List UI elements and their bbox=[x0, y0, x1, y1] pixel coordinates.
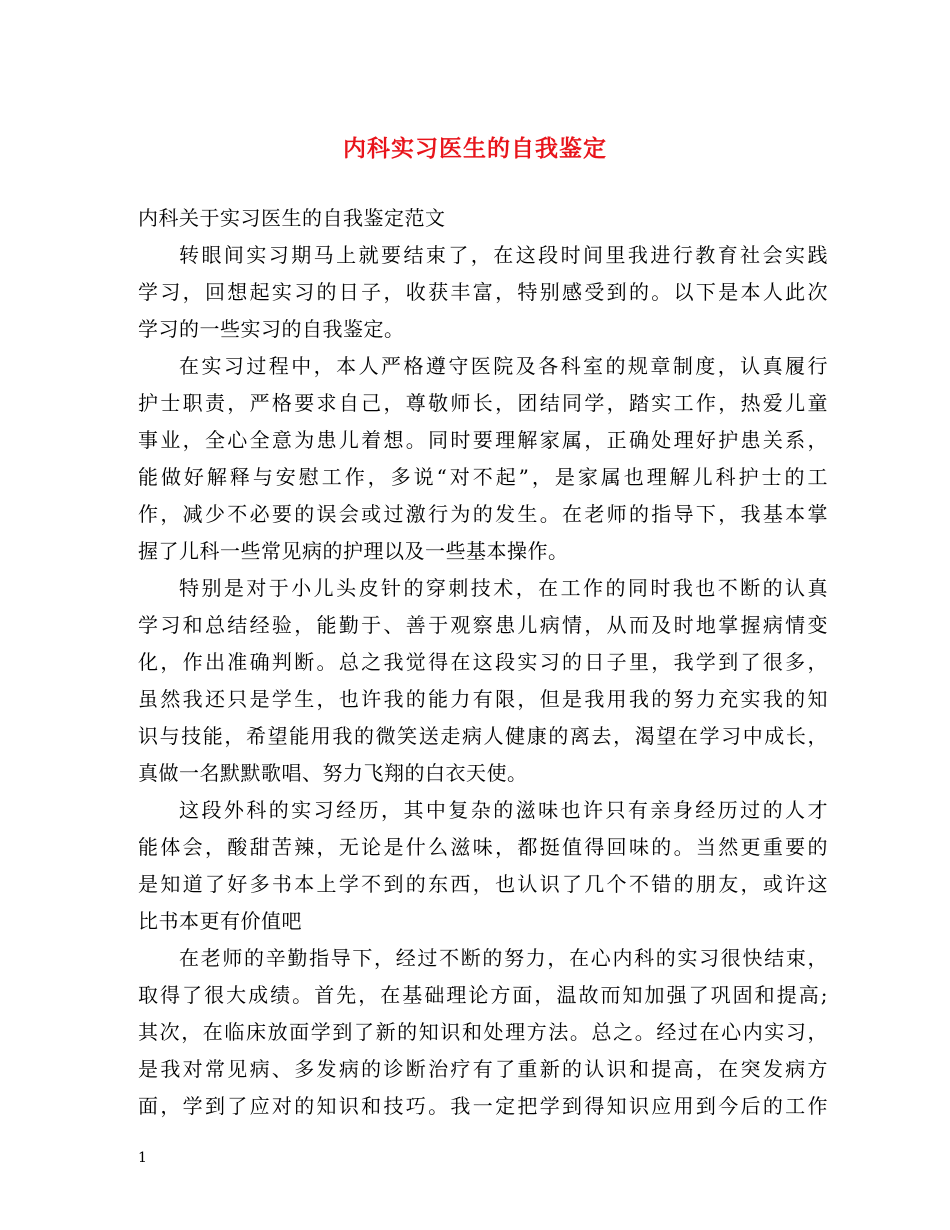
body-line: 能体会，酸甜苦辣，无论是什么滋味，都挺值得回味的。当然更重要的 bbox=[138, 835, 828, 859]
body-line: 握了儿科一些常见病的护理以及一些基本操作。 bbox=[138, 539, 569, 563]
body-line: 特别是对于小儿头皮针的穿刺技术，在工作的同时我也不断的认真 bbox=[179, 576, 828, 600]
body-line: 其次，在临床放面学到了新的知识和处理方法。总之。经过在心内实习， bbox=[138, 1020, 828, 1044]
body-line: 能做好解释与安慰工作，多说“对不起”，是家属也理解儿科护士的工 bbox=[138, 465, 828, 489]
body-line: 化，作出准确判断。总之我觉得在这段实习的日子里，我学到了很多， bbox=[138, 650, 828, 674]
document-title: 内科实习医生的自我鉴定 bbox=[343, 135, 607, 162]
body-line: 比书本更有价值吧 bbox=[138, 909, 302, 933]
body-line: 作，减少不必要的误会或过激行为的发生。在老师的指导下，我基本掌 bbox=[138, 502, 828, 526]
body-line: 识与技能，希望能用我的微笑送走病人健康的离去，渴望在学习中成长， bbox=[138, 724, 828, 748]
body-line: 护士职责，严格要求自己，尊敬师长，团结同学，踏实工作，热爱儿童 bbox=[138, 391, 828, 415]
body-line: 取得了很大成绩。首先，在基础理论方面，温故而知加强了巩固和提高; bbox=[138, 983, 828, 1007]
body-line: 是我对常见病、多发病的诊断治疗有了重新的认识和提高，在突发病方 bbox=[138, 1057, 828, 1081]
body-line: 学习的一些实习的自我鉴定。 bbox=[138, 317, 405, 341]
body-line: 面，学到了应对的知识和技巧。我一定把学到得知识应用到今后的工作 bbox=[138, 1094, 828, 1118]
body-line: 转眼间实习期马上就要结束了，在这段时间里我进行教育社会实践 bbox=[179, 243, 828, 267]
body-line: 真做一名默默歌唱、努力飞翔的白衣天使。 bbox=[138, 761, 528, 785]
body-line: 事业，全心全意为患儿着想。同时要理解家属，正确处理好护患关系， bbox=[138, 428, 828, 452]
document-body bbox=[138, 200, 828, 1125]
body-line: 在实习过程中，本人严格遵守医院及各科室的规章制度，认真履行 bbox=[179, 354, 828, 378]
body-line: 这段外科的实习经历，其中复杂的滋味也许只有亲身经历过的人才 bbox=[179, 798, 828, 822]
body-line: 是知道了好多书本上学不到的东西，也认识了几个不错的朋友，或许这 bbox=[138, 872, 828, 896]
body-line: 学习和总结经验，能勤于、善于观察患儿病情，从而及时地掌握病情变 bbox=[138, 613, 828, 637]
body-line: 虽然我还只是学生，也许我的能力有限，但是我用我的努力充实我的知 bbox=[138, 687, 828, 711]
page-number: 1 bbox=[138, 1150, 147, 1166]
body-line: 学习，回想起实习的日子，收获丰富，特别感受到的。以下是本人此次 bbox=[138, 280, 828, 304]
body-line: 在老师的辛勤指导下，经过不断的努力，在心内科的实习很快结束， bbox=[179, 946, 828, 970]
subtitle-line: 内科关于实习医生的自我鉴定范文 bbox=[138, 206, 446, 230]
